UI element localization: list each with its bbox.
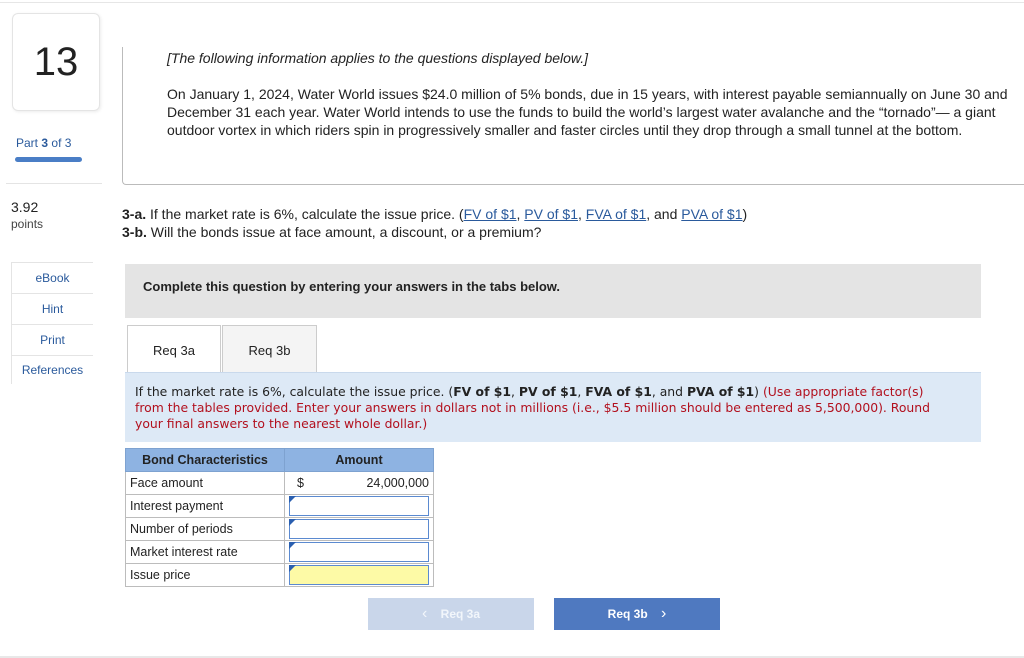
part-progress-bar: [15, 157, 82, 162]
instruction-banner: [125, 264, 981, 318]
instr-fv: FV of $1: [453, 384, 512, 399]
number-of-periods-input[interactable]: [289, 519, 429, 539]
table-row: [126, 541, 434, 564]
banner-text: Complete this question by entering your answers in the tabs below.: [143, 279, 561, 294]
prev-button[interactable]: [368, 598, 534, 630]
question-3b-label: 3-b.: [122, 224, 147, 240]
separator: ,: [516, 206, 525, 222]
row-label: Issue price: [126, 564, 285, 587]
input-cell: [285, 518, 434, 541]
instructions-panel: [125, 372, 981, 442]
part-prefix: Part: [16, 136, 39, 150]
amount-value: 24,000,000: [366, 476, 429, 490]
references-link[interactable]: References: [11, 356, 93, 384]
points-label: points: [11, 217, 44, 231]
separator: ): [754, 384, 760, 399]
instructions-lead: If the market rate is 6%, calculate the issue price. (: [135, 384, 454, 399]
table-row: [126, 495, 434, 518]
instr-pv: PV of $1: [518, 384, 578, 399]
face-amount-value: [285, 472, 434, 495]
question-3a-label: 3-a.: [122, 206, 147, 222]
row-label: Face amount: [126, 472, 285, 495]
info-body: On January 1, 2024, Water World issues $24.0 million of 5% bonds, due in 15 years, with interest payable semiannually on June 30 and December 31 each year. Water World intends to use the funds to build the world’s largest water avalanche and the “tornado”— a giant outdoor vortex in which riders spin in progressively smaller and faster circles until they drop through a small tunnel at the bottom.: [167, 86, 1008, 138]
header-amount: Amount: [285, 449, 434, 472]
market-interest-rate-input[interactable]: [289, 542, 429, 562]
input-cell: [285, 564, 434, 587]
chevron-left-icon: ‹: [421, 605, 428, 622]
input-cell: [285, 495, 434, 518]
fva-link[interactable]: FVA of $1: [585, 206, 647, 222]
hint-link[interactable]: Hint: [11, 294, 93, 325]
question-3b: [122, 224, 541, 240]
tools-list: [11, 262, 93, 384]
bond-table: [125, 448, 434, 587]
part-current: 3: [41, 136, 49, 150]
next-button[interactable]: [554, 598, 720, 630]
part-suffix: of 3: [51, 136, 72, 150]
tab-req-3b[interactable]: Req 3b: [222, 325, 317, 374]
instructions-note: (Use appropriate factor(s) from the tables provided. Enter your answers in dollars not in millions (i.e., $5.5 million should be entered as 5,500,000). Round your final answers to the nearest whole dollar.): [135, 384, 930, 431]
rail-divider: [6, 183, 102, 184]
chevron-right-icon: ›: [661, 605, 667, 622]
table-row: [126, 564, 434, 587]
separator: ,: [511, 384, 519, 399]
next-label: Req 3b: [607, 607, 648, 621]
question-3b-text: Will the bonds issue at face amount, a discount, or a premium?: [150, 224, 542, 240]
table-header-row: [126, 449, 434, 472]
top-divider: [0, 2, 1024, 3]
pva-link[interactable]: PVA of $1: [681, 206, 743, 222]
currency-symbol: $: [297, 476, 304, 490]
row-label: Market interest rate: [126, 541, 285, 564]
table-row: [126, 518, 434, 541]
info-header: [The following information applies to the questions displayed below.]: [167, 50, 589, 66]
interest-payment-input[interactable]: [289, 496, 429, 516]
print-link[interactable]: Print: [11, 325, 93, 356]
separator: ,: [578, 206, 586, 222]
info-box: [122, 47, 1024, 185]
issue-price-input[interactable]: [289, 565, 429, 585]
row-label: Interest payment: [126, 495, 285, 518]
question-number: 13: [12, 13, 100, 111]
question-3a: [122, 206, 747, 222]
points-value: 3.92: [11, 199, 39, 215]
row-label: Number of periods: [126, 518, 285, 541]
header-bond-characteristics: Bond Characteristics: [126, 449, 285, 472]
question-3a-text: If the market rate is 6%, calculate the issue price. (: [150, 206, 464, 222]
instr-fva: FVA of $1: [585, 384, 652, 399]
separator: ,: [577, 384, 586, 399]
pv-link[interactable]: PV of $1: [524, 206, 578, 222]
table-row: [126, 472, 434, 495]
prev-label: Req 3a: [440, 607, 481, 621]
part-indicator: [16, 136, 71, 150]
separator: , and: [646, 206, 682, 222]
separator: , and: [651, 384, 687, 399]
fv-link[interactable]: FV of $1: [463, 206, 517, 222]
tab-req-3a[interactable]: Req 3a: [127, 325, 221, 374]
separator: ): [742, 206, 748, 222]
instructions-text: [135, 384, 935, 432]
instr-pva: PVA of $1: [686, 384, 755, 399]
ebook-link[interactable]: eBook: [11, 263, 93, 294]
input-cell: [285, 541, 434, 564]
